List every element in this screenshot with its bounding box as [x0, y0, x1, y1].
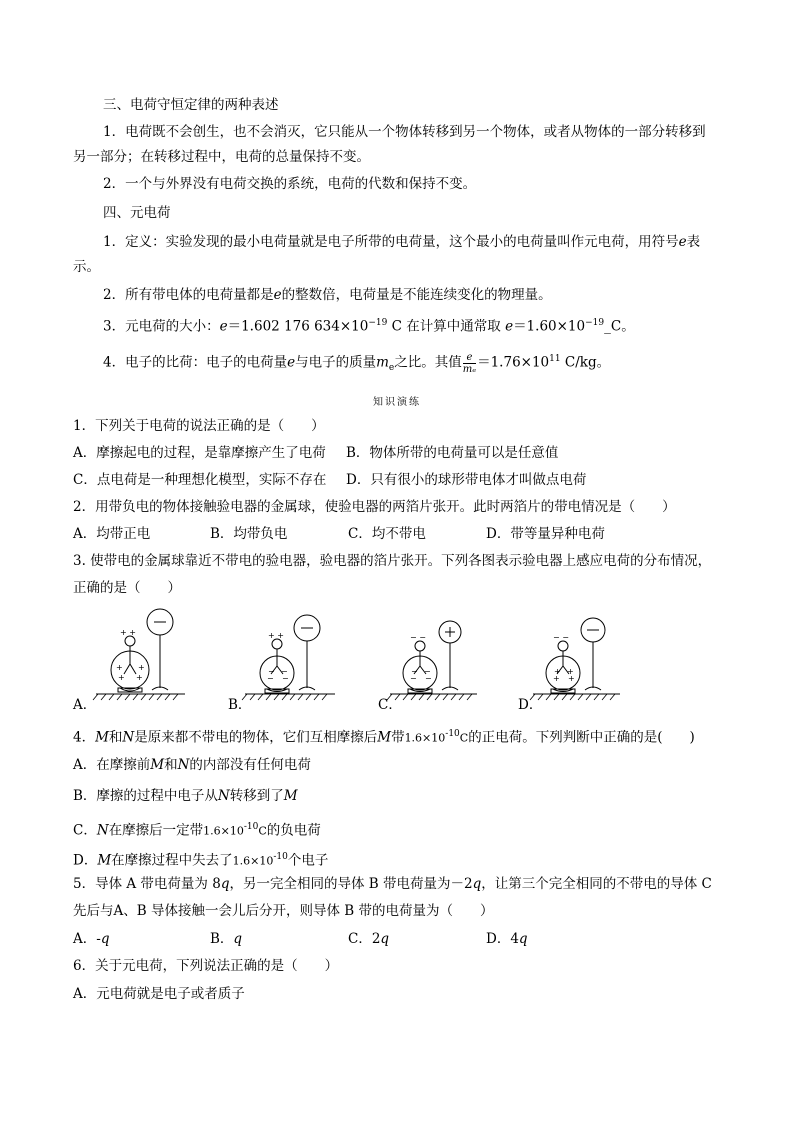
- fraction-numerator: e: [463, 352, 476, 364]
- charge-exponent: -10: [445, 729, 460, 739]
- question-5-stem-line-2: 先后与A、B 导体接触一会儿后分开，则导体 B 带的电荷量为（ ）: [73, 903, 494, 919]
- charge-value: 1.6×10: [203, 824, 244, 838]
- svg-text:− −: − −: [553, 633, 569, 642]
- question-2-option-c: C．均不带电: [348, 526, 426, 542]
- svg-text:+ +: + +: [120, 628, 136, 637]
- svg-text:−: −: [281, 667, 288, 676]
- definition-3: [103, 313, 635, 337]
- symbol-m: m: [376, 354, 389, 371]
- svg-text:−: −: [268, 667, 275, 676]
- section-title-4: 四、元电荷: [103, 205, 171, 221]
- question-5-option-c: [348, 929, 389, 949]
- conjunction-and: 和: [108, 729, 123, 746]
- question-2-option-d: D．带等量异种电荷: [486, 526, 605, 542]
- question-5-option-a: [73, 929, 109, 949]
- symbol-e: e: [505, 318, 514, 335]
- definition-3-exponent-2: −19: [585, 318, 605, 328]
- symbol-q: q: [518, 931, 528, 947]
- svg-text:−: −: [411, 667, 418, 676]
- question-4-stem: [73, 724, 695, 749]
- definition-2-text-b: 的整数倍，电荷量是不能连续变化的物理量。: [281, 287, 552, 303]
- svg-text:+: +: [138, 663, 145, 672]
- option-d-label: D．4: [486, 931, 519, 947]
- definition-4: [103, 346, 610, 381]
- option-a-text-1: A．在摩擦前: [73, 757, 151, 773]
- svg-text:+ +: + +: [268, 631, 284, 640]
- question-4-number: 4．: [73, 729, 96, 746]
- svg-text:+: +: [136, 673, 143, 682]
- definition-1-text-a: 1．定义：实验发现的最小电荷量就是电子所带的电荷量，这个最小的电荷量叫作元电荷，用符号: [103, 234, 679, 250]
- question-1-option-c: C．点电荷是一种理想化模型，实际不存在: [73, 472, 327, 488]
- question-3-stem-b: 正确的是（ ）: [73, 580, 181, 596]
- question-2-stem: 2．用带负电的物体接触验电器的金属球，使验电器的两箔片张开。此时两箔片的带电情况是（ ）: [73, 499, 676, 515]
- symbol-M: M: [150, 757, 165, 773]
- definition-1: [103, 232, 700, 252]
- svg-text:−: −: [410, 674, 417, 683]
- definition-3-text-a: 3．元电荷的大小：: [103, 318, 220, 335]
- option-b-text-2: 转移到了: [229, 788, 284, 804]
- question-1-option-a: A．摩擦起电的过程，是靠摩擦产生了电荷: [73, 445, 326, 461]
- section-title-3: 三、电荷守恒定律的两种表述: [103, 97, 279, 113]
- figure-c-label: C．: [378, 697, 402, 713]
- svg-text:+: +: [116, 663, 123, 672]
- definition-2: [103, 285, 552, 305]
- question-4-stem-c: 带: [391, 729, 405, 746]
- definition-4-exponent: 11: [549, 354, 561, 364]
- definition-3-approx: ＝1.60×10: [513, 318, 586, 335]
- question-4-stem-b: 是原来都不带电的物体，它们互相摩擦后: [134, 729, 378, 746]
- svg-text:−: −: [425, 674, 432, 683]
- symbol-M: M: [377, 729, 392, 746]
- figure-a: [60, 608, 200, 713]
- option-d-text-3: 个电子: [287, 852, 329, 869]
- question-2-option-b: B．均带负电: [210, 526, 288, 542]
- figure-d-label: D．: [518, 697, 543, 713]
- option-b-text-1: B．摩擦的过程中电子从: [73, 788, 218, 804]
- definition-3-exponent: −19: [368, 318, 388, 328]
- definition-1-cont: 示。: [73, 259, 100, 275]
- practice-section-title: 知识演练: [373, 397, 421, 408]
- question-4-option-c: [73, 817, 321, 842]
- svg-text:+: +: [567, 667, 574, 676]
- question-4-stem-d: 的正电荷。下列判断中正确的是( ): [468, 729, 695, 746]
- symbol-N: N: [96, 822, 109, 839]
- option-c-label: C．2: [348, 931, 381, 947]
- symbol-e: e: [287, 354, 296, 371]
- charge-unit: C: [258, 824, 267, 838]
- symbol-q: q: [100, 931, 110, 947]
- definition-3-unit: _C。: [604, 318, 635, 335]
- symbol-M: M: [283, 788, 298, 804]
- definition-4-unit: C/kg。: [560, 354, 611, 371]
- question-5-stem-c: ，让第三个完全相同的不带电的导体 C: [481, 876, 712, 892]
- svg-text:+: +: [554, 667, 561, 676]
- question-6-stem: 6．关于元电荷，下列说法正确的是（ ）: [73, 958, 339, 974]
- electroscope-figures: [60, 608, 760, 713]
- symbol-N: N: [217, 788, 230, 804]
- question-2-option-a: A．均带正电: [73, 526, 151, 542]
- question-6-option-a: A．元电荷就是电子或者质子: [73, 986, 245, 1002]
- definition-3-value: ＝1.602 176 634×10: [227, 318, 369, 335]
- figure-d: [505, 608, 645, 713]
- symbol-M: M: [97, 852, 112, 869]
- symbol-e: e: [273, 287, 282, 303]
- definition-1-text-b: 表: [686, 234, 701, 250]
- question-1-stem: 1．下列关于电荷的说法正确的是（ ）: [73, 418, 325, 434]
- question-5-stem-line-1: [73, 874, 712, 894]
- option-b-label: B．: [210, 931, 234, 947]
- definition-3-text-d: C 在计算中通常取: [387, 318, 506, 335]
- paragraph-3-1b: 另一部分；在转移过程中，电荷的总量保持不变。: [73, 149, 370, 165]
- figure-c: [365, 608, 505, 713]
- svg-text:−: −: [282, 674, 289, 683]
- definition-4-text-c: 之比。其值: [394, 354, 462, 371]
- question-5-option-b: [210, 929, 242, 949]
- question-5-stem-a: 5．导体 A 带电荷量为 8: [73, 876, 221, 892]
- symbol-e: e: [219, 318, 228, 335]
- definition-2-text-a: 2．所有带电体的电荷量都是: [103, 287, 274, 303]
- symbol-q: q: [472, 876, 482, 892]
- option-d-text-2: 在摩擦过程中失去了: [111, 852, 233, 869]
- question-1-option-b: B．物体所带的电荷量可以是任意值: [346, 445, 559, 461]
- question-5-option-d: [486, 929, 528, 949]
- definition-4-value: ＝1.76×10: [477, 354, 550, 371]
- svg-text:−: −: [424, 667, 431, 676]
- option-a-label: A．-: [73, 931, 101, 947]
- electron-count-exponent: -10: [273, 852, 288, 862]
- svg-text:+: +: [553, 674, 560, 683]
- option-c-text-2: 在摩擦后一定带: [108, 822, 204, 839]
- question-4-option-a: [73, 755, 311, 775]
- charge-unit: C: [459, 731, 469, 745]
- symbol-q: q: [380, 931, 390, 947]
- question-4-option-b: [73, 786, 298, 806]
- electron-count: 1.6×10: [232, 854, 274, 868]
- svg-text:+: +: [118, 673, 125, 682]
- definition-4-text-a: 4．电子的比荷：电子的电荷量: [103, 354, 288, 371]
- symbol-q: q: [233, 931, 243, 947]
- option-d-text-1: D．: [73, 852, 98, 869]
- definition-4-text-b: 与电子的质量: [295, 354, 377, 371]
- symbol-q: q: [220, 876, 230, 892]
- paragraph-3-2: 2．一个与外界没有电荷交换的系统，电荷的代数和保持不变。: [103, 176, 477, 192]
- svg-text:−: −: [267, 674, 274, 683]
- option-a-text-2: 的内部没有任何电荷: [189, 757, 311, 773]
- symbol-N: N: [122, 729, 135, 746]
- figure-b-label: B．: [228, 697, 252, 713]
- symbol-N: N: [177, 757, 190, 773]
- question-4-option-d: [73, 847, 328, 872]
- svg-text:− −: − −: [410, 633, 426, 642]
- svg-text:+: +: [568, 674, 575, 683]
- question-5-stem-b: ，另一完全相同的导体 B 带电荷量为－2: [229, 876, 473, 892]
- option-c-text-3: 的负电荷: [266, 822, 321, 839]
- question-3-stem-a: 3. 使带电的金属球靠近不带电的验电器，验电器的箔片张开。下列各图表示验电器上感应电荷的分布情况，: [73, 553, 712, 569]
- figure-b: [215, 608, 355, 713]
- paragraph-3-1a: 1．电荷既不会创生，也不会消灭，它只能从一个物体转移到另一个物体，或者从物体的一部分转移到: [103, 124, 706, 140]
- question-1-option-d: D．只有很小的球形带电体才叫做点电荷: [346, 472, 587, 488]
- symbol-M: M: [95, 729, 109, 746]
- option-c-text-1: C．: [73, 822, 97, 839]
- charge-value: 1.6×10: [404, 731, 446, 745]
- charge-mass-fraction: [463, 352, 476, 375]
- symbol-m-subscript: e: [388, 363, 395, 374]
- conjunction-and: 和: [164, 757, 178, 773]
- symbol-e: e: [678, 234, 687, 250]
- fraction-denominator: mₑ: [462, 363, 477, 375]
- charge-exponent: -10: [243, 822, 259, 832]
- figure-a-label: A．: [73, 697, 97, 713]
